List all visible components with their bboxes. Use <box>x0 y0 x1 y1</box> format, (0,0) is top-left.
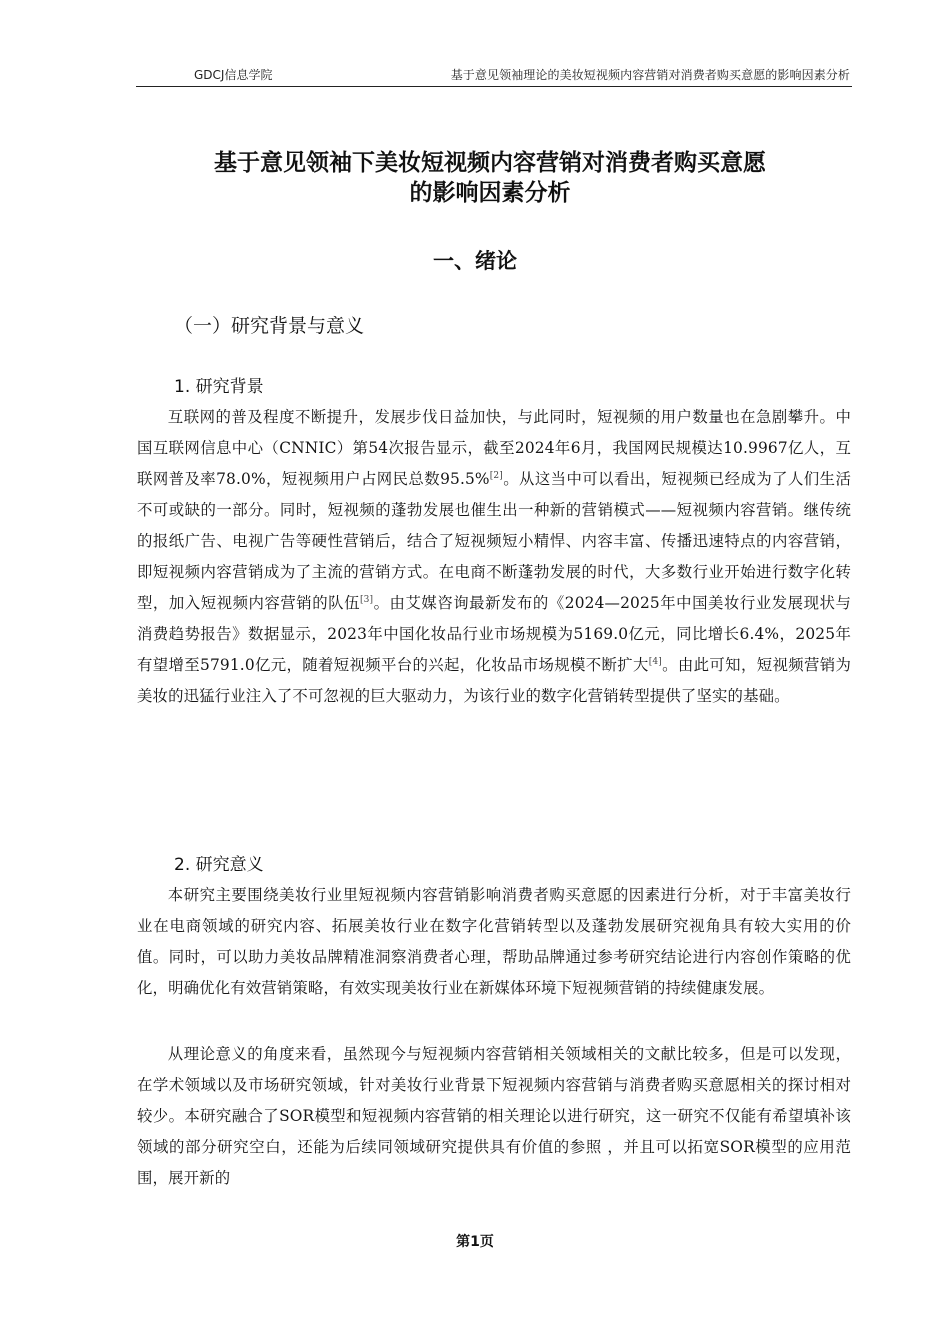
running-header <box>136 66 852 87</box>
section-heading: （一）研究背景与意义 <box>174 315 365 337</box>
subsection-heading-significance: 2. 研究意义 <box>174 855 264 875</box>
paragraph-background <box>137 402 851 712</box>
citation-ref: [2] <box>489 471 503 481</box>
paragraph-significance-2: 从理论意义的角度来看，虽然现今与短视频内容营销相关领域相关的文献比较多，但是可以发现，在学术领域以及市场研究领域，针对美妆行业背景下短视频内容营销与消费者购买意愿相关的探讨相对较少。本研究融合了SOR模型和短视频内容营销的相关理论以进行研究，这一研究不仅能有希望填补该领域的部分研究空白，还能为后续同领域研究提供具有价值的参照 ，并且可以拓宽SOR模型的应用范围，展开新的 <box>137 1045 851 1187</box>
paragraph-text: 。从这当中可以看出，短视频已经成为了人们生活不可或缺的一部分。同时，短视频的蓬勃发展也催生出一种新的营销模式——短视频内容营销。继传统的报纸广告、电视广告等硬性营销后，结合了短视频短小精悍、内容丰富、传播迅速特点的内容营销，即短视频内容营销成为了主流的营销方式。在电商不断蓬勃发展的时代，大多数行业开始进行数字化转型，加入短视频内容营销的队伍 <box>137 470 851 612</box>
paper-title-line-2: 的影响因素分析 <box>409 180 571 206</box>
page-number: 第1页 <box>456 1234 494 1250</box>
paragraph-significance-1: 本研究主要围绕美妆行业里短视频内容营销影响消费者购买意愿的因素进行分析，对于丰富美妆行业在电商领域的研究内容、拓展美妆行业在数字化营销转型以及蓬勃发展研究视角具有较大实用的价值。同时，可以助力美妆品牌精准洞察消费者心理，帮助品牌通过参考研究结论进行内容创作策略的优化，明确优化有效营销策略，有效实现美妆行业在新媒体环境下短视频营销的持续健康发展。 <box>137 886 851 997</box>
paragraph-text: 互联网的普及程度不断提升，发展步伐日益加快，与此同时，短视频的用户数量也在急剧攀升。中国互联网信息中心（CNNIC）第54次报告显示，截至2024年6月，我国网民规模达10.9967亿人，互联网普及率78.0%，短视频用户占网民总数95.5% <box>137 408 851 488</box>
subsection-heading-background: 1. 研究背景 <box>174 377 264 397</box>
paragraph-text: 。由艾媒咨询最新发布的《2024—2025年中国美妆行业发展现状与消费趋势报告》数据显示，2023年中国化妆品行业市场规模为5169.0亿元，同比增长6.4%，2025年有望增至5791.0亿元，随着短视频平台的兴起，化妆品市场规模不断扩大 <box>137 594 851 674</box>
chapter-heading: 一、绪论 <box>433 249 517 273</box>
paper-title <box>120 148 860 208</box>
citation-ref: [4] <box>648 657 662 667</box>
header-institution: GDCJ信息学院 <box>194 68 273 82</box>
paragraph-text: 。由此可知，短视频营销为美妆的迅猛行业注入了不可忽视的巨大驱动力，为该行业的数字化营销转型提供了坚实的基础。 <box>137 656 851 705</box>
citation-ref: [3] <box>360 595 374 605</box>
header-paper-title: 基于意见领袖理论的美妆短视频内容营销对消费者购买意愿的影响因素分析 <box>450 68 850 82</box>
paper-title-line-1: 基于意见领袖下美妆短视频内容营销对消费者购买意愿 <box>214 150 766 176</box>
